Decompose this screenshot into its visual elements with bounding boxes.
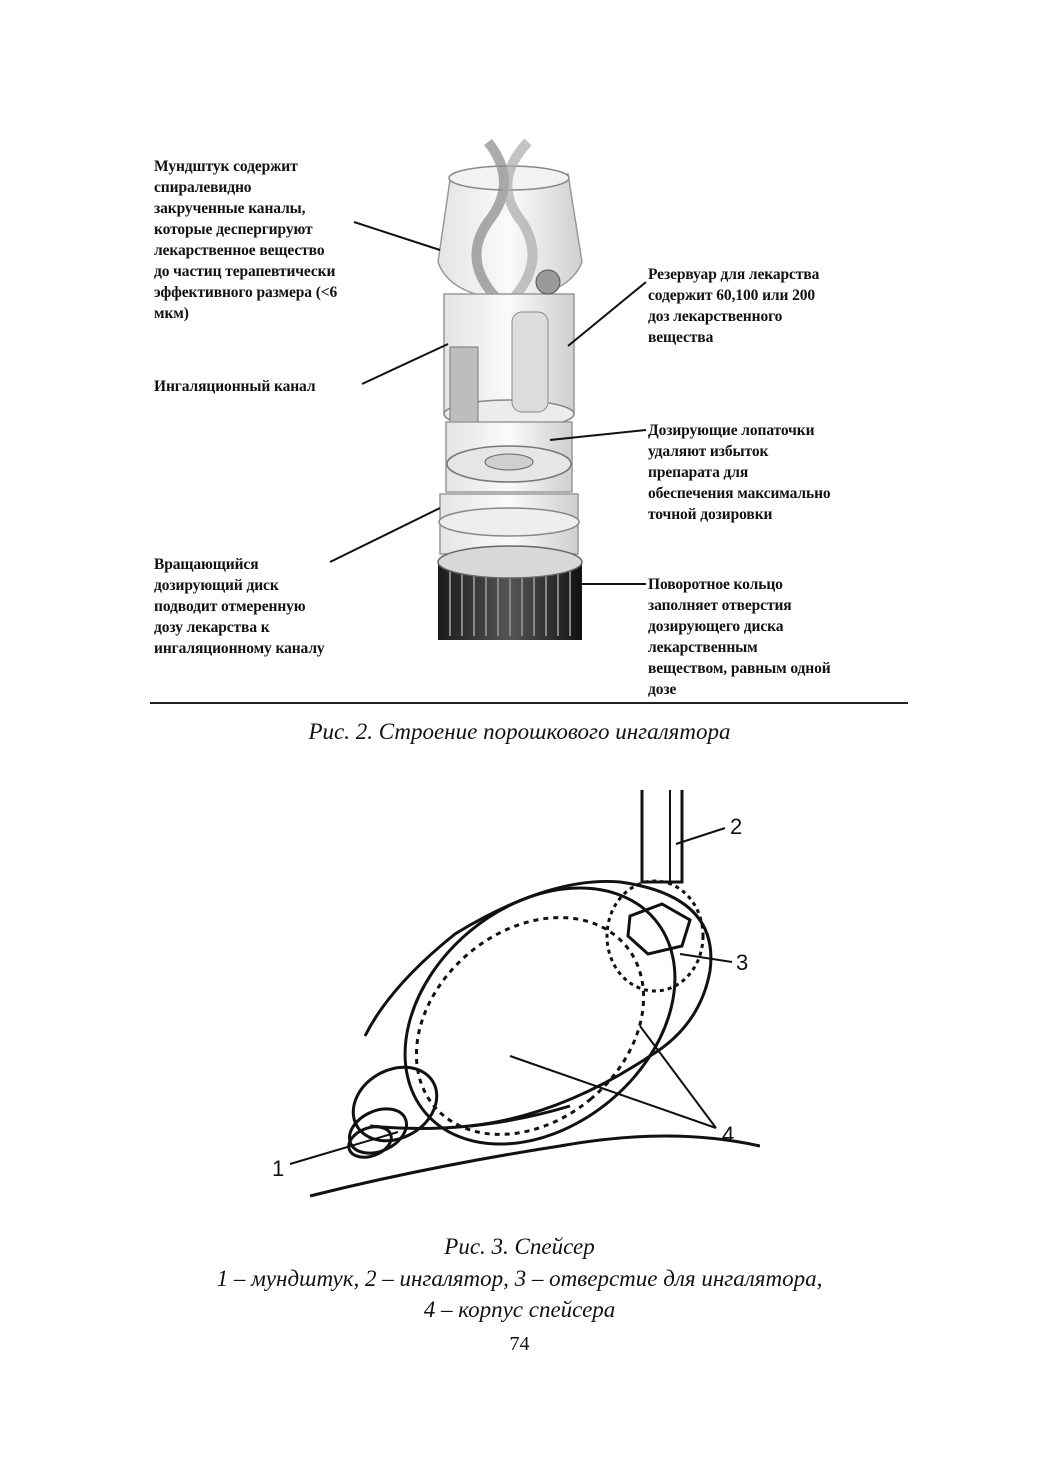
page-number: 74: [509, 1333, 530, 1355]
mouthpiece-label-line-8: мкм): [154, 305, 189, 322]
reservoir-label-head: Резервуар для лекарства: [648, 266, 820, 283]
spacer-figure: [270, 786, 760, 1206]
channel-label-head: Ингаляционный канал: [154, 378, 316, 395]
mouthpiece-label-line-2: спиралевидно: [154, 179, 252, 196]
disk-label-line-2: дозу лекарства к: [154, 619, 270, 636]
disk-label: [154, 554, 325, 659]
blades-label-line-1: удаляют избыток: [648, 443, 769, 460]
disk-label-head-2: дозирующий диск: [154, 577, 279, 594]
figure-bottom-rule: [150, 702, 908, 704]
reservoir-label: [648, 264, 819, 348]
ring-label: [648, 574, 831, 700]
disk-label-head-1: Вращающийся: [154, 556, 259, 573]
mouthpiece-label-line-3: закрученные каналы,: [154, 200, 306, 217]
inhaler-figure: [150, 122, 908, 706]
mouthpiece-label-line-4: которые деспергируют: [154, 221, 313, 238]
callout-2: 2: [730, 814, 743, 839]
ring-label-line-2: дозирующего диска: [648, 618, 784, 635]
ring-label-line-1: заполняет отверстия: [648, 597, 792, 614]
mouthpiece-label-line-1: Мундштук содержит: [154, 158, 298, 175]
figure-3-caption-line-3: 4 – корпус спейсера: [423, 1297, 616, 1322]
reservoir-label-line-2: доз лекарственного: [648, 308, 783, 325]
blades-label-line-4: точной дозировки: [648, 506, 773, 523]
callout-3: 3: [736, 950, 749, 975]
ring-label-line-4: веществом, равным одной: [648, 660, 831, 677]
figure-2-caption: Рис. 2. Строение порошкового ингалятора: [308, 719, 731, 744]
mouthpiece-label: [154, 156, 337, 324]
mouthpiece-label-line-5: лекарственное вещество: [154, 242, 325, 259]
ring-label-line-3: лекарственным: [648, 639, 758, 656]
blades-label-line-2: препарата для: [648, 464, 749, 481]
spacer-illustration: [270, 786, 760, 1206]
mouthpiece-label-line-6: до частиц терапевтически: [154, 263, 336, 280]
callout-4: 4: [722, 1122, 735, 1147]
figure-3-caption-line-2: 1 – мундштук, 2 – ингалятор, 3 – отверстие для ингалятора,: [216, 1266, 823, 1291]
channel-label: [154, 376, 315, 397]
blades-label-line-3: обеспечения максимально: [648, 485, 831, 502]
figure-3-caption-line-1: Рис. 3. Спейсер: [444, 1234, 595, 1259]
mouthpiece-label-line-7: эффективного размера (<6: [154, 284, 338, 301]
disk-label-line-1: подводит отмеренную: [154, 598, 306, 615]
ring-label-line-5: дозе: [648, 681, 677, 698]
ring-label-head: Поворотное кольцо: [648, 576, 783, 593]
blades-label-head: Дозирующие лопаточки: [648, 422, 815, 439]
reservoir-label-line-1: содержит 60,100 или 200: [648, 287, 816, 304]
callout-1: 1: [272, 1156, 285, 1181]
reservoir-label-line-3: вещества: [648, 329, 714, 346]
blades-label: [648, 420, 831, 525]
disk-label-line-3: ингаляционному каналу: [154, 640, 325, 657]
